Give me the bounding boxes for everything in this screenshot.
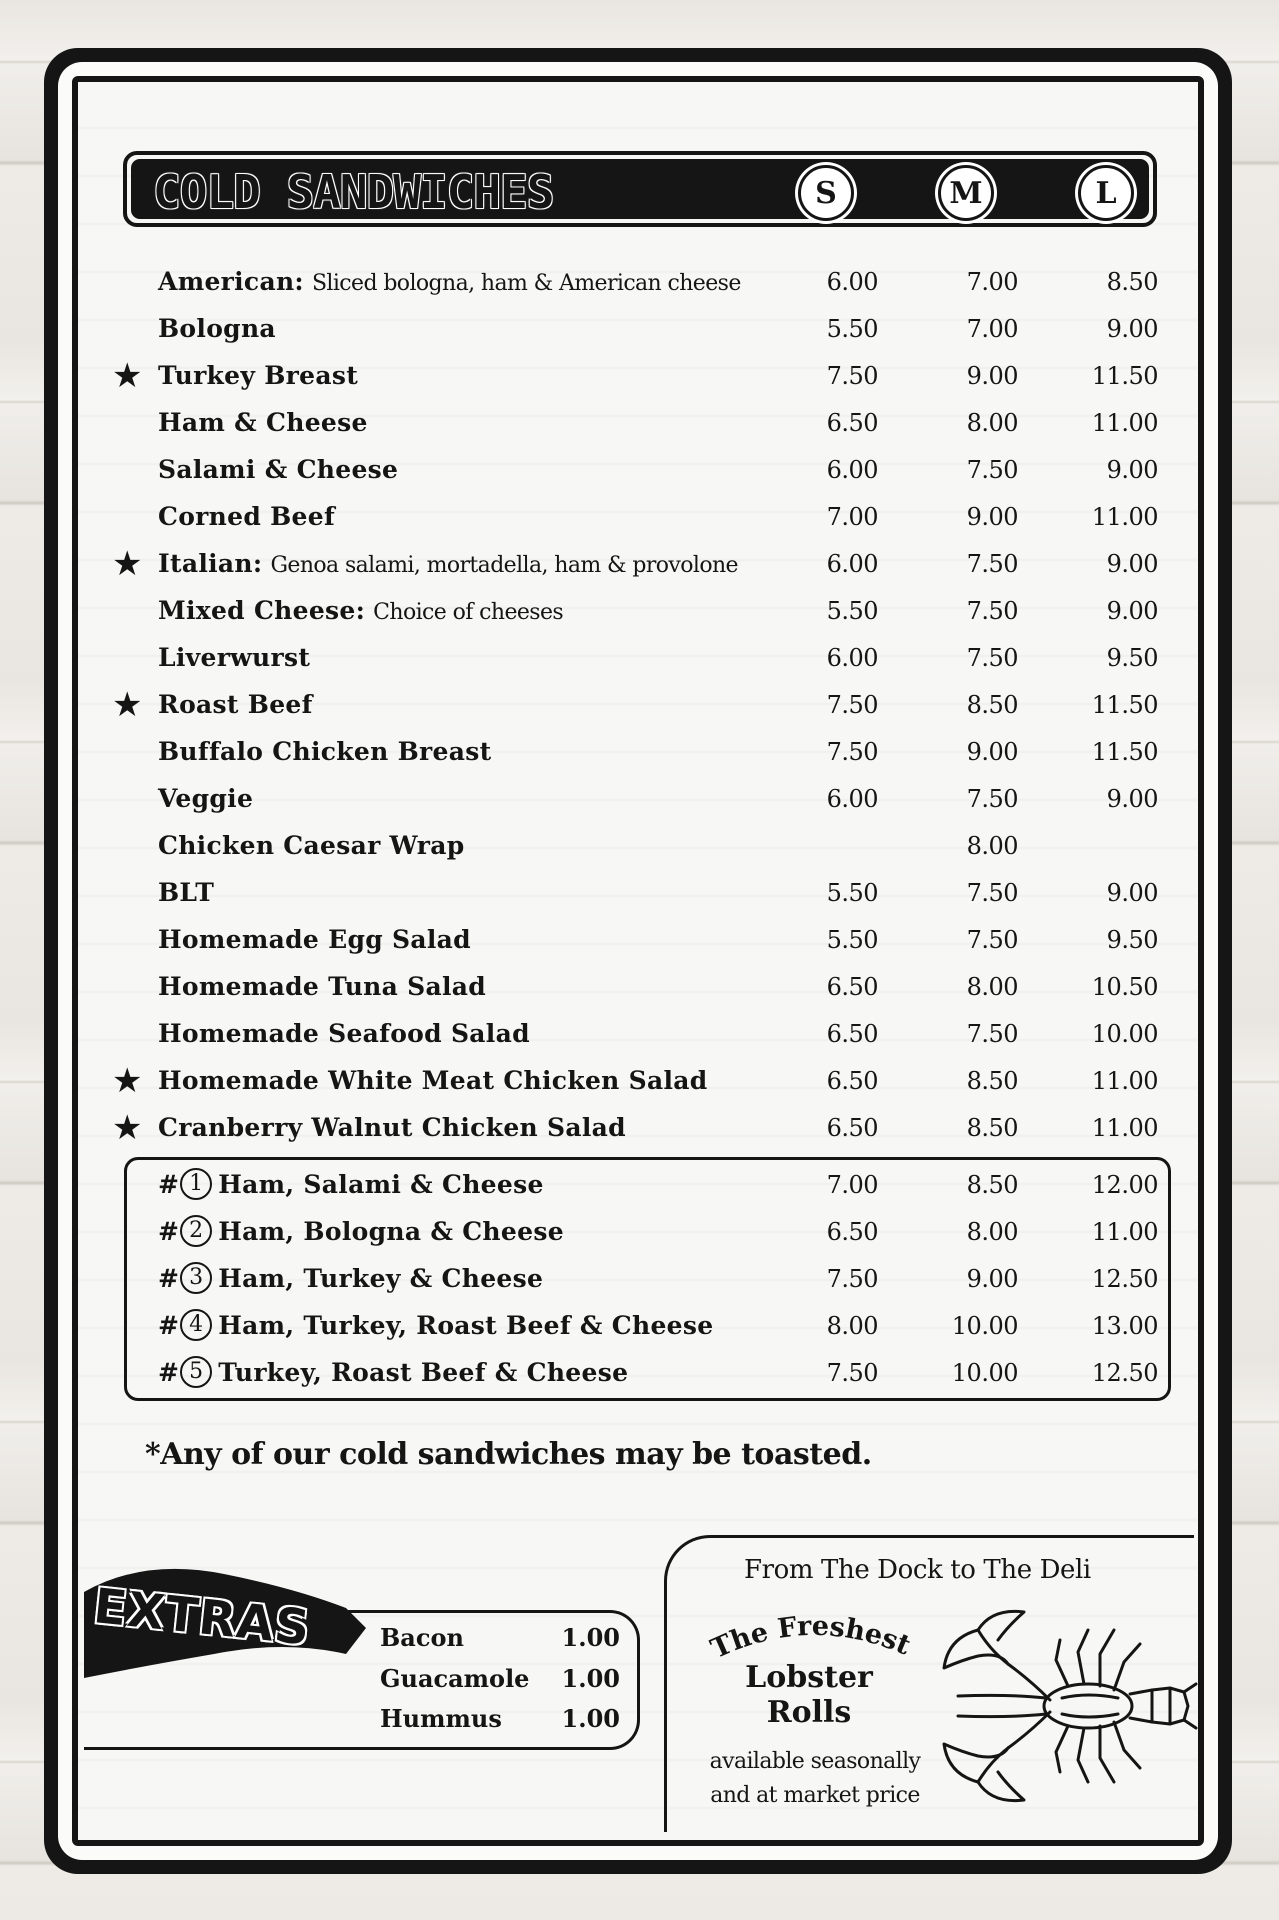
item-name xyxy=(158,779,253,819)
price-large: 10.00 xyxy=(1091,1020,1158,1048)
menu-item xyxy=(108,356,1158,396)
item-description: Genoa salami, mortadella, ham & provolone xyxy=(270,553,738,578)
combo-title: Ham, Salami & Cheese xyxy=(218,1170,544,1199)
item-title: Buffalo Chicken Breast xyxy=(158,737,492,766)
star-icon: ★ xyxy=(112,544,143,584)
extra-item-guacamole xyxy=(380,1659,620,1699)
lobster-tagline: From The Dock to The Deli xyxy=(744,1555,1091,1585)
combo-hash: # xyxy=(158,1358,180,1387)
combo-number-badge: 5 xyxy=(180,1356,212,1388)
combo-item xyxy=(108,1165,1158,1205)
item-name xyxy=(158,544,738,586)
extra-price: 1.00 xyxy=(561,1623,620,1652)
combo-hash: # xyxy=(158,1170,180,1199)
item-title: Bologna xyxy=(158,314,276,343)
price-large: 11.50 xyxy=(1091,691,1158,719)
item-title: Homemade Tuna Salad xyxy=(158,972,487,1001)
menu-item xyxy=(108,1061,1158,1101)
item-title: Homemade Seafood Salad xyxy=(158,1019,530,1048)
price-medium: 7.00 xyxy=(966,315,1018,343)
price-small: 5.50 xyxy=(826,315,878,343)
size-badge-large: L xyxy=(1078,165,1134,221)
price-medium: 8.50 xyxy=(966,1067,1018,1095)
section-title: COLD SANDWICHES xyxy=(153,165,554,219)
price-large: 10.50 xyxy=(1091,973,1158,1001)
price-large: 9.00 xyxy=(1106,597,1158,625)
section-header-fill xyxy=(131,159,1149,219)
item-title: Homemade Egg Salad xyxy=(158,925,471,954)
price-large: 12.50 xyxy=(1091,1359,1158,1387)
price-medium: 7.50 xyxy=(966,785,1018,813)
item-title: Homemade White Meat Chicken Salad xyxy=(158,1066,708,1095)
availability-line2: and at market price xyxy=(710,1783,920,1808)
price-medium: 8.00 xyxy=(966,409,1018,437)
price-medium: 8.00 xyxy=(966,973,1018,1001)
lobster-title xyxy=(704,1660,914,1730)
price-medium: 10.00 xyxy=(951,1359,1018,1387)
price-large: 11.00 xyxy=(1091,503,1158,531)
combo-number-badge: 3 xyxy=(180,1262,212,1294)
price-small: 7.50 xyxy=(826,1265,878,1293)
extra-name: Hummus xyxy=(380,1704,502,1733)
price-small: 5.50 xyxy=(826,879,878,907)
price-large: 11.00 xyxy=(1091,1067,1158,1095)
price-large: 9.00 xyxy=(1106,315,1158,343)
price-large: 11.00 xyxy=(1091,1114,1158,1142)
price-medium: 7.50 xyxy=(966,550,1018,578)
price-medium: 7.50 xyxy=(966,1020,1018,1048)
price-small: 7.00 xyxy=(826,1171,878,1199)
price-large: 9.00 xyxy=(1106,456,1158,484)
item-name xyxy=(158,309,276,349)
extra-item-hummus xyxy=(380,1699,620,1739)
price-small: 6.00 xyxy=(826,550,878,578)
price-small: 6.00 xyxy=(826,785,878,813)
combo-item xyxy=(108,1259,1158,1299)
price-small: 6.50 xyxy=(826,409,878,437)
price-large: 9.50 xyxy=(1106,644,1158,672)
item-name xyxy=(158,638,310,678)
combo-hash: # xyxy=(158,1311,180,1340)
item-name xyxy=(158,920,471,960)
price-small: 6.50 xyxy=(826,1114,878,1142)
price-small: 7.50 xyxy=(826,738,878,766)
extra-price: 1.00 xyxy=(561,1664,620,1693)
price-large: 9.50 xyxy=(1106,926,1158,954)
price-small: 5.50 xyxy=(826,926,878,954)
combo-number-badge: 1 xyxy=(180,1168,212,1200)
menu-item xyxy=(108,309,1158,349)
menu-item xyxy=(108,450,1158,490)
price-small: 6.00 xyxy=(826,268,878,296)
price-large: 12.00 xyxy=(1091,1171,1158,1199)
item-title: Corned Beef xyxy=(158,502,336,531)
price-medium: 7.50 xyxy=(966,879,1018,907)
price-large: 8.50 xyxy=(1106,268,1158,296)
item-title: Mixed Cheese: xyxy=(158,596,366,625)
price-medium: 9.00 xyxy=(966,738,1018,766)
price-small: 7.50 xyxy=(826,1359,878,1387)
price-medium: 8.50 xyxy=(966,1171,1018,1199)
menu-item xyxy=(108,732,1158,772)
price-medium: 7.50 xyxy=(966,644,1018,672)
item-title: BLT xyxy=(158,878,215,907)
item-title: Salami & Cheese xyxy=(158,455,399,484)
item-title: Roast Beef xyxy=(158,690,313,719)
price-medium: 9.00 xyxy=(966,503,1018,531)
item-name xyxy=(158,967,486,1007)
menu-item xyxy=(108,403,1158,443)
price-medium: 10.00 xyxy=(951,1312,1018,1340)
extra-name: Guacamole xyxy=(380,1664,530,1693)
item-title: Chicken Caesar Wrap xyxy=(158,831,465,860)
item-name xyxy=(158,403,368,443)
price-large: 11.00 xyxy=(1091,409,1158,437)
menu-item xyxy=(108,873,1158,913)
item-title: Turkey Breast xyxy=(158,361,359,390)
item-title: American: xyxy=(158,267,304,296)
item-name xyxy=(158,591,563,633)
combo-title: Turkey, Roast Beef & Cheese xyxy=(218,1358,629,1387)
extras-label: EXTRAS xyxy=(91,1578,313,1657)
extra-price: 1.00 xyxy=(561,1704,620,1733)
price-small: 7.00 xyxy=(826,503,878,531)
item-title: Veggie xyxy=(158,784,254,813)
combo-item xyxy=(108,1212,1158,1252)
item-description: Choice of cheeses xyxy=(373,600,564,625)
price-small: 6.50 xyxy=(826,1020,878,1048)
combo-title: Ham, Turkey & Cheese xyxy=(218,1264,544,1293)
combo-name xyxy=(158,1165,544,1205)
price-large: 9.00 xyxy=(1106,550,1158,578)
toast-note: *Any of our cold sandwiches may be toasted. xyxy=(145,1437,872,1472)
lobster-title-line2: Rolls xyxy=(766,1695,852,1730)
star-icon: ★ xyxy=(112,1061,143,1101)
price-medium: 9.00 xyxy=(966,1265,1018,1293)
price-large: 11.50 xyxy=(1091,738,1158,766)
item-name xyxy=(158,1061,708,1101)
price-small: 7.50 xyxy=(826,362,878,390)
item-title: Liverwurst xyxy=(158,643,311,672)
price-medium: 7.50 xyxy=(966,456,1018,484)
price-small: 5.50 xyxy=(826,597,878,625)
menu-item xyxy=(108,1014,1158,1054)
price-medium: 8.00 xyxy=(966,832,1018,860)
price-small: 6.00 xyxy=(826,644,878,672)
price-small: 8.00 xyxy=(826,1312,878,1340)
menu-item xyxy=(108,826,1138,866)
star-icon: ★ xyxy=(112,356,143,396)
menu-item xyxy=(108,497,1158,537)
menu-item xyxy=(108,1108,1158,1148)
item-title: Cranberry Walnut Chicken Salad xyxy=(158,1113,626,1142)
star-icon: ★ xyxy=(112,685,143,725)
price-large: 9.00 xyxy=(1106,879,1158,907)
svg-text:The Freshest xyxy=(706,1611,915,1665)
menu-item xyxy=(108,591,1158,631)
menu-item xyxy=(108,638,1158,678)
combo-title: Ham, Turkey, Roast Beef & Cheese xyxy=(218,1311,714,1340)
menu-item xyxy=(108,544,1158,584)
item-name xyxy=(158,732,491,772)
combo-name xyxy=(158,1212,564,1252)
item-name xyxy=(158,1108,626,1148)
item-name xyxy=(158,497,335,537)
price-large: 13.00 xyxy=(1091,1312,1158,1340)
availability-line1: available seasonally xyxy=(709,1749,921,1774)
item-title: Ham & Cheese xyxy=(158,408,368,437)
menu-item xyxy=(108,685,1158,725)
lobster-icon xyxy=(938,1600,1200,1810)
combo-name xyxy=(158,1353,628,1393)
combo-item xyxy=(108,1353,1158,1393)
lobster-title-line1: Lobster xyxy=(745,1660,873,1695)
item-title: Italian: xyxy=(158,549,263,578)
freshest-text: The Freshest xyxy=(706,1610,915,1666)
extra-item-bacon xyxy=(380,1618,620,1658)
price-small: 6.50 xyxy=(826,973,878,1001)
price-medium: 7.50 xyxy=(966,597,1018,625)
price-medium: 8.50 xyxy=(966,691,1018,719)
combo-number-badge: 2 xyxy=(180,1215,212,1247)
lobster-availability xyxy=(690,1745,940,1813)
item-name xyxy=(158,262,741,304)
menu-item xyxy=(108,262,1158,302)
price-medium: 8.00 xyxy=(966,1218,1018,1246)
price-large: 11.00 xyxy=(1091,1218,1158,1246)
price-small: 6.50 xyxy=(826,1218,878,1246)
size-badge-medium: M xyxy=(938,165,994,221)
price-medium: 8.50 xyxy=(966,1114,1018,1142)
combo-name xyxy=(158,1259,543,1299)
item-name xyxy=(158,873,214,913)
menu-item xyxy=(108,779,1158,819)
size-badge-small: S xyxy=(798,165,854,221)
section-header xyxy=(123,151,1157,227)
menu-item xyxy=(108,967,1158,1007)
menu-item xyxy=(108,920,1158,960)
item-description: Sliced bologna, ham & American cheese xyxy=(311,271,741,296)
price-small: 6.00 xyxy=(826,456,878,484)
price-large: 12.50 xyxy=(1091,1265,1158,1293)
combo-hash: # xyxy=(158,1264,180,1293)
item-name xyxy=(158,356,358,396)
item-name xyxy=(158,450,398,490)
combo-number-badge: 4 xyxy=(180,1309,212,1341)
price-medium: 7.50 xyxy=(966,926,1018,954)
price-small: 6.50 xyxy=(826,1067,878,1095)
combo-name xyxy=(158,1306,713,1346)
price-large: 9.00 xyxy=(1106,785,1158,813)
star-icon: ★ xyxy=(112,1108,143,1148)
item-name xyxy=(158,826,465,866)
item-name xyxy=(158,1014,530,1054)
price-small: 7.50 xyxy=(826,691,878,719)
price-large: 11.50 xyxy=(1091,362,1158,390)
combo-hash: # xyxy=(158,1217,180,1246)
price-medium: 7.00 xyxy=(966,268,1018,296)
item-name xyxy=(158,685,313,725)
combo-title: Ham, Bologna & Cheese xyxy=(218,1217,564,1246)
combo-item xyxy=(108,1306,1158,1346)
price-medium: 9.00 xyxy=(966,362,1018,390)
extra-name: Bacon xyxy=(380,1623,464,1652)
